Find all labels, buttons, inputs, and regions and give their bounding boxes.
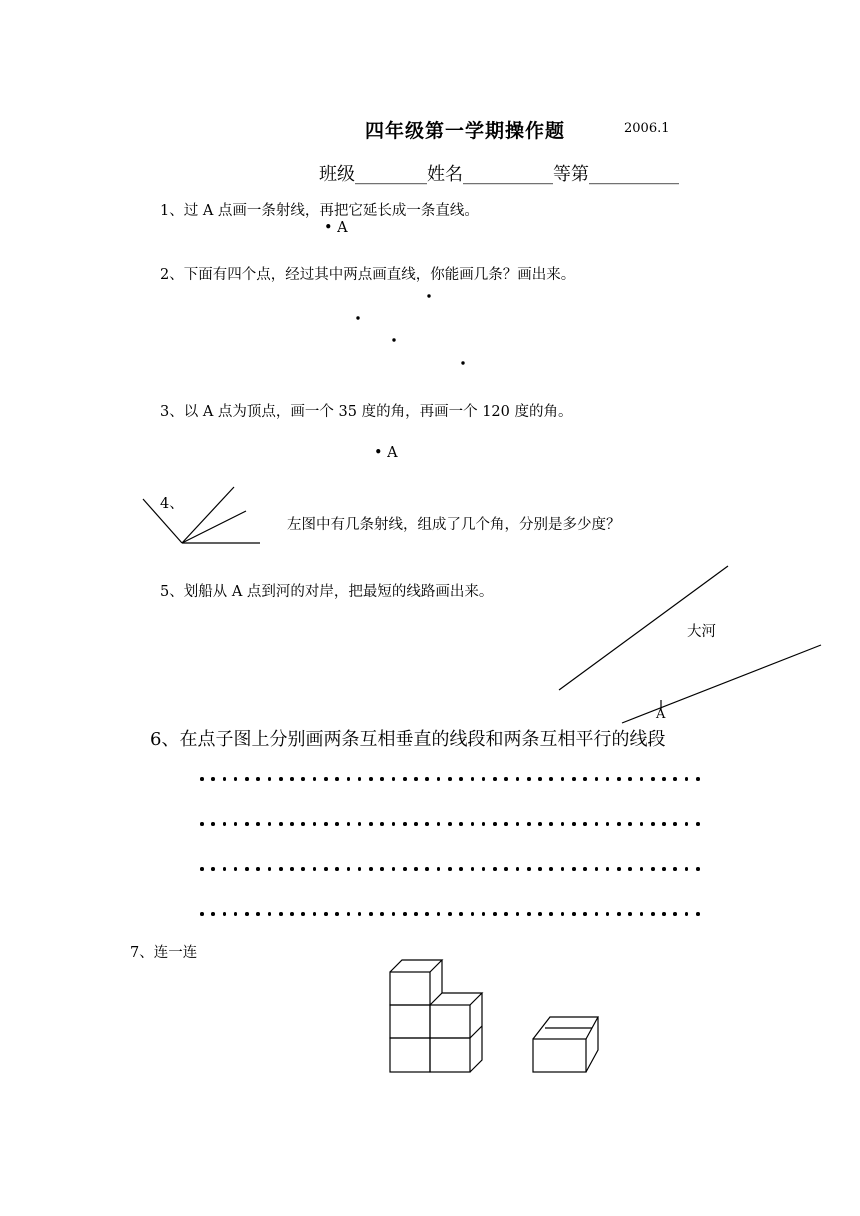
cube-front [430,1038,470,1072]
cube-side [586,1017,598,1072]
question-2-points [356,294,464,364]
cube-top [390,960,442,972]
question-5-text: 5、划船从 A 点到河的对岸，把最短的线路画出来。 [160,584,494,600]
question-4-number: 4、 [160,496,184,512]
river-bank-near [622,645,821,723]
ray [143,499,182,543]
question-7-text: 7、连一连 [130,945,198,961]
cube-stack-figure [390,960,482,1072]
cube-top [430,993,482,1005]
question-3-point-a: • A [374,445,398,461]
ray [182,487,234,543]
point [461,361,464,364]
student-info-fields: 班级________姓名__________等第__________ [319,164,679,185]
river-label: 大河 [687,624,716,640]
cube-edge [470,1026,482,1038]
question-5-river-figure [559,566,821,723]
question-1-text: 1、过 A 点画一条射线，再把它延长成一条直线。 [160,203,479,219]
question-4-rays-figure [143,487,260,543]
question-5-point-a: A [656,707,666,722]
cube-front [430,1005,470,1038]
cube-front [390,972,430,1005]
question-6-text: 6、在点子图上分别画两条互相垂直的线段和两条互相平行的线段 [150,729,666,750]
question-2-text: 2、下面有四个点，经过其中两点画直线，你能画几条？画出来。 [160,267,576,283]
point [427,294,430,297]
cube-pair-figure [533,1017,598,1072]
river-bank-far [559,566,728,690]
question-1-point-a: • A [324,220,348,236]
page-title: 四年级第一学期操作题 [365,120,566,142]
question-3-text: 3、以 A 点为顶点，画一个 35 度的角，再画一个 120 度的角。 [160,404,573,420]
question-4-text: 左图中有几条射线，组成了几个角，分别是多少度？ [287,517,621,533]
ray [182,511,246,543]
point [392,338,395,341]
cube-front [533,1039,586,1072]
cube-front [390,1005,430,1038]
cube-front [390,1038,430,1072]
point [356,316,359,319]
date-label: 2006.1 [624,121,670,136]
